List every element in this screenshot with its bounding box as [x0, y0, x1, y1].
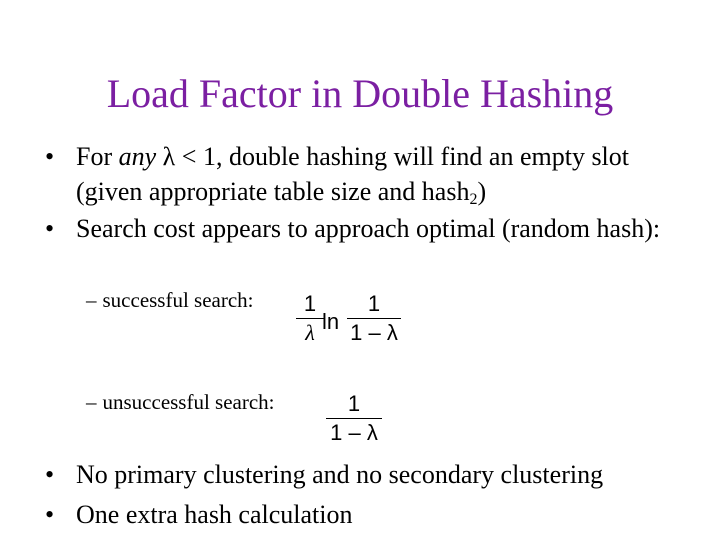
sub-dash: – — [86, 390, 97, 414]
fraction-bar — [296, 318, 324, 319]
bullet-1 — [45, 139, 696, 209]
bullet-2 — [45, 211, 696, 246]
fraction-bar — [326, 418, 382, 419]
bullet-marker: • — [45, 214, 55, 243]
fraction-denominator: 1 – λ — [350, 320, 398, 345]
fraction-denominator: 1 – λ — [330, 420, 378, 445]
formula-fraction — [326, 392, 382, 445]
fraction-bar — [347, 318, 401, 319]
formula-fraction-2 — [347, 292, 401, 345]
bullet-4-text: One extra hash calculation — [76, 500, 353, 529]
bullet-3 — [45, 457, 696, 492]
fraction-numerator: 1 — [347, 391, 361, 416]
fraction-denominator: λ — [305, 320, 315, 345]
bullet-1-text-b: λ < 1, double hashing will find an empty slot (given appropriate table size and hash — [76, 142, 630, 206]
sub-item-successful-label: successful search: — [102, 288, 254, 312]
bullet-1-emphasis: any — [118, 142, 157, 171]
sub-dash: – — [86, 288, 97, 312]
bullet-marker: • — [45, 142, 55, 171]
bullet-2-text: Search cost appears to approach optimal (random hash): — [76, 214, 661, 243]
bullet-1-text-a: For — [76, 142, 119, 171]
bullet-3-text: No primary clustering and no secondary clustering — [76, 460, 604, 489]
bullet-marker: • — [45, 460, 55, 489]
fraction-numerator: 1 — [367, 291, 381, 316]
sub-item-unsuccessful-label: unsuccessful search: — [102, 390, 275, 414]
bullet-1-text-c: ) — [477, 177, 487, 206]
formula-ln-operator: ln — [322, 309, 340, 334]
fraction-numerator: 1 — [303, 291, 317, 316]
slide-title: Load Factor in Double Hashing — [106, 71, 614, 116]
formula-fraction-1 — [296, 292, 324, 345]
bullet-marker: • — [45, 500, 55, 529]
bullet-1-subscript: 2 — [469, 191, 478, 208]
sub-item-successful — [86, 287, 254, 313]
bullet-4 — [45, 497, 696, 532]
sub-item-unsuccessful — [86, 389, 275, 415]
